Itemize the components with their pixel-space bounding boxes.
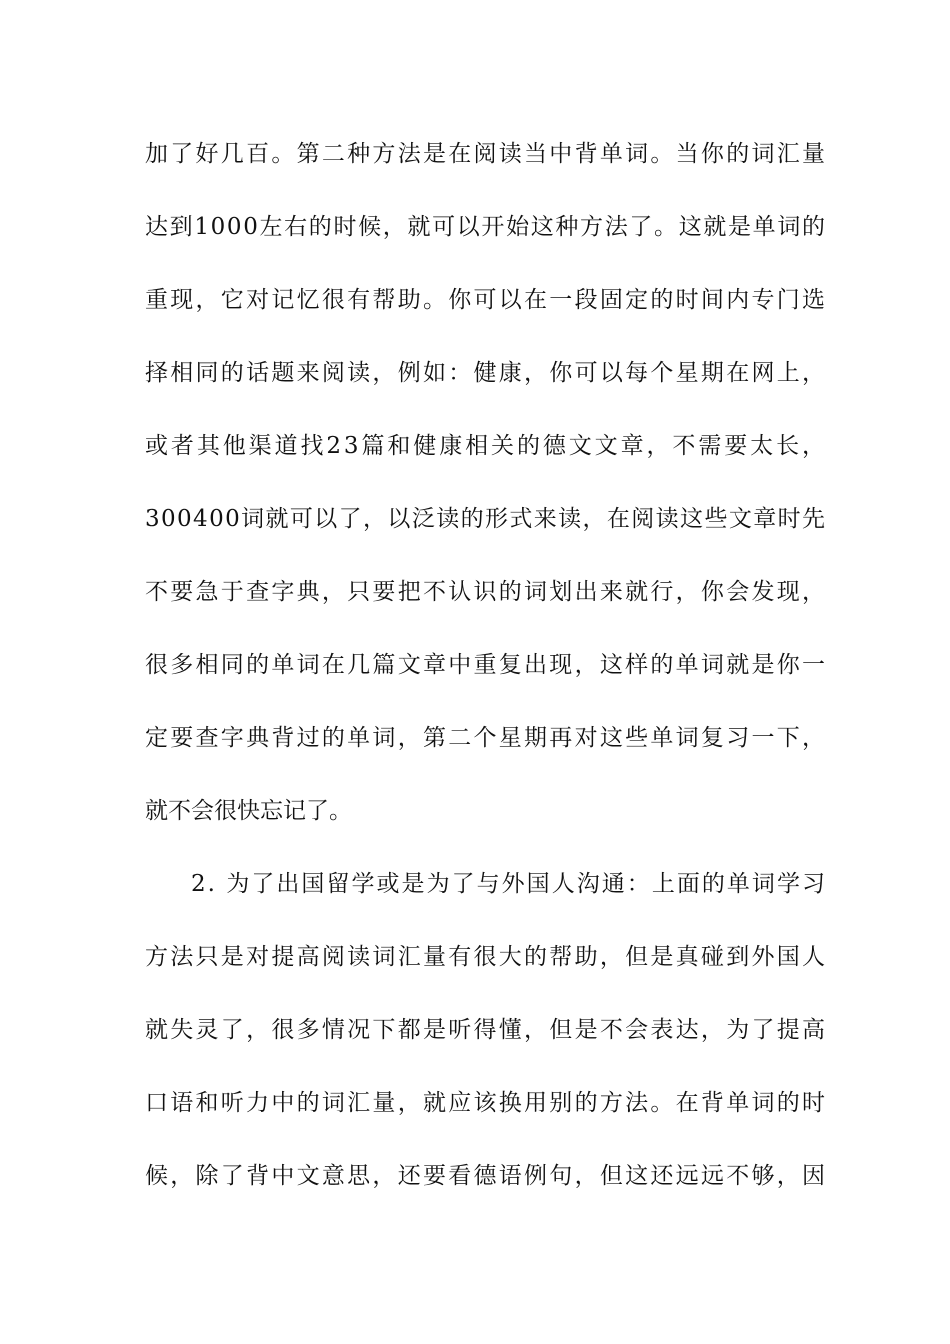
text-line-13: 就失灵了，很多情况下都是听得懂，但是不会表达，为了提高 [145, 1017, 828, 1043]
text-line-11: 2. 为了出国留学或是为了与外国人沟通：上面的单词学习 [191, 871, 828, 897]
text-line-15: 候，除了背中文意思，还要看德语例句，但这还远远不够，因 [145, 1163, 828, 1189]
text-line-8: 很多相同的单词在几篇文章中重复出现，这样的单词就是你一 [145, 652, 828, 678]
text-line-2: 达到1000左右的时候，就可以开始这种方法了。这就是单词的 [145, 214, 827, 240]
text-line-10: 就不会很快忘记了。 [145, 798, 352, 824]
text-line-14: 口语和听力中的词汇量，就应该换用别的方法。在背单词的时 [145, 1090, 828, 1116]
text-line-4: 择相同的话题来阅读，例如：健康，你可以每个星期在网上， [145, 360, 828, 386]
body-text [145, 132, 828, 1227]
text-line-7: 不要急于查字典，只要把不认识的词划出来就行，你会发现， [145, 579, 828, 605]
text-line-12: 方法只是对提高阅读词汇量有很大的帮助，但是真碰到外国人 [145, 944, 828, 970]
text-line-3: 重现，它对记忆很有帮助。你可以在一段固定的时间内专门选 [145, 287, 828, 313]
text-line-6: 300400词就可以了，以泛读的形式来读，在阅读这些文章时先 [145, 506, 827, 532]
text-line-1: 加了好几百。第二种方法是在阅读当中背单词。当你的词汇量 [145, 141, 828, 167]
text-line-9: 定要查字典背过的单词，第二个星期再对这些单词复习一下， [145, 725, 828, 751]
text-line-5: 或者其他渠道找23篇和健康相关的德文文章，不需要太长， [145, 433, 828, 459]
